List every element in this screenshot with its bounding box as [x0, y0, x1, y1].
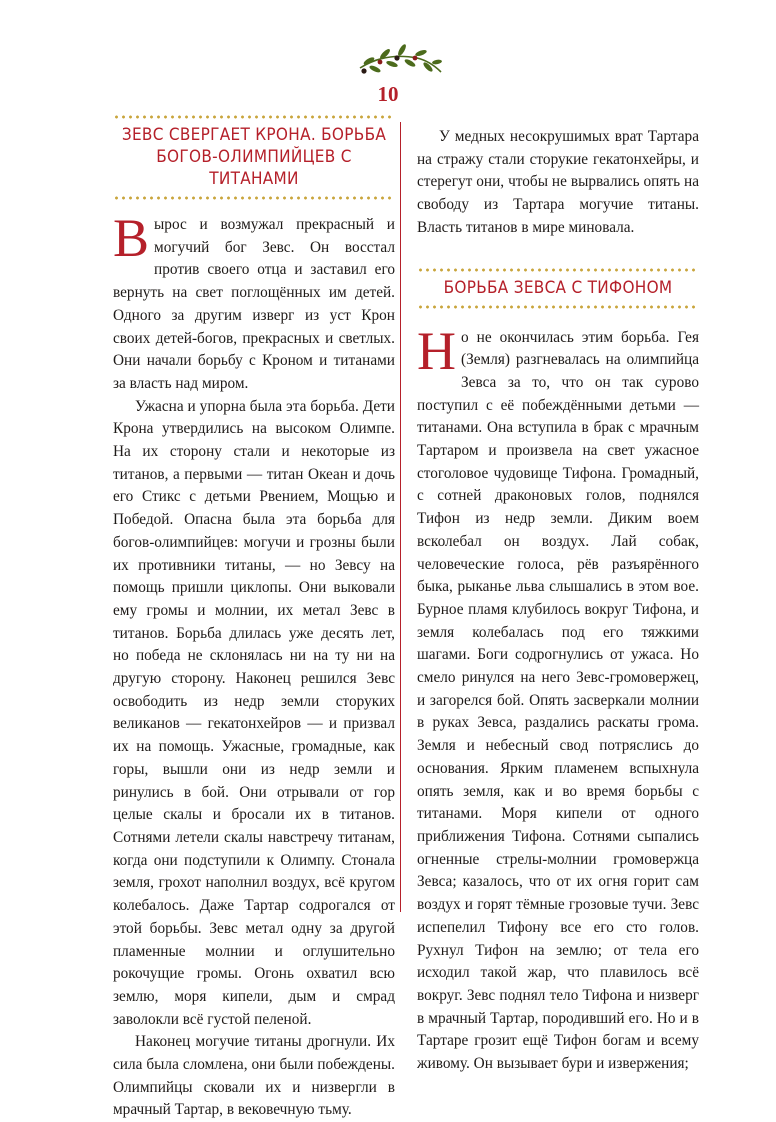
paragraph [417, 320, 699, 1076]
paragraph: У медных несокрушимых врат Тартара на стражу стали сторукие гекатонхейры, и стерегут они, чтобы не вырвались опять на свободу из Тартара могучие титаны. Власть титанов в мире миновала. [417, 128, 699, 236]
left-column [113, 115, 395, 1122]
section-heading-block [417, 268, 699, 309]
paragraph-text: ырос и возмужал прекрасный и могучий бог Зевс. Он восстал против своего отца и заставил его вернуть на свет поглощённых им детей. Одного за другим изверг из уст Крон своих детей-богов, прекрасных и светлых. Они начали борьбу с Кроном и титанами за власть над миром. [113, 216, 395, 392]
section-title [113, 119, 395, 196]
paragraph-text: о не окончилась этим борьба. Гея (Земля) разгневалась на олимпийца Зевса за то, что он так сурово поступил с её побеждёнными детьми — титанами. Она вступила в брак с мрачным Тартаром и произвела на свет ужасное стоголовое чудовище Тифона. Громадный, с сотней драконовых голов, поднялся Тифон из недр земли. Диким воем всколебал он воздух. Лай собак, человеческие голоса, рёв разъярённого быка, рыканье льва слышались в этом вое. Бурное пламя клубилось вокруг Тифона, и земля колебалась под его тяжкими шагами. Боги содрогнулись от ужаса. Но смело ринулся на него Зевс-громовержец, и загорелся бой. Опять засверкали молнии в руках Зевса, раздались раскаты грома. Земля и небесный свод потряслись до основания. Ярким пламенем вспыхнула опять земля, как и во время борьбы с титанами. Моря кипели от одного приближения Тифона. Сотнями сыпались огненные стрелы-молнии громовержца Зевса; казалось, что от их огня горит сам воздух и горят тёмные грозовые тучи. Зевс испепелил Тифону все его сто голов. Рухнул Тифон на землю; от тела его исходил такой жар, что плавилось всё вокруг. Зевс поднял тело Тифона и низверг в мрачный Тартар, породивший его. Но и в Тартаре грозит ещё Тифон богам и всему живому. Он вызывает бури и извержения; [417, 328, 699, 1073]
olive-branch-ornament [355, 38, 445, 88]
paragraph: Ужасна и упорна была эта борьба. Дети Крона утвердились на высоком Олимпе. На их сторону стали и некоторые из титанов, а первыми — титан Океан и дочь его Стикс с детьми Рвением, Мощью и Победой. Опасна была эта борьба для богов-олимпийцев: могучи и грозны были их противники титаны, — но Зевсу на помощь пришли циклопы. Они выковали ему громы и молнии, их метал Зевс в титанов. Борьба длилась уже десять лет, но победа не склонялась ни на ту ни на другую сторону. Наконец решился Зевс освободить из недр земли сторуких великанов — гекатонхейров — и призвал их на помощь. Ужасные, громадные, как горы, вышли они из недр земли и ринулись в бой. Они отрывали от гор целые скалы и бросали их в титанов. Сотнями летели скалы навстречу титанам, когда они подступили к Олимпу. Стонала земля, грохот наполнил воздух, всё кругом колебалось. Даже Тартар содрогался от этой борьбы. Зевс метал одну за другой пламенные молнии и оглушительно рокочущие громы. Огонь охватил всю землю, моря кипели, дым и смрад заволокли всё густой пеленой. [113, 397, 395, 1028]
dotted-rule [113, 196, 395, 200]
section-title [417, 272, 699, 305]
right-column [417, 126, 699, 1076]
column-divider [400, 122, 401, 912]
paragraph [113, 208, 395, 396]
drop-cap: В [113, 208, 150, 268]
paragraph: Наконец могучие титаны дрогнули. Их сила была сломлена, они были побеждены. Олимпийцы сковали их и низвергли в мрачный Тартар, в вековечную тьму. [113, 1033, 395, 1119]
drop-cap: Н [417, 320, 456, 381]
section-title-line: ЗЕВС СВЕРГАЕТ КРОНА. БОРЬБА [121, 125, 387, 145]
section-title-line: БОГОВ-ОЛИМПИЙЦЕВ С ТИТАНАМИ [156, 147, 352, 189]
dotted-rule [417, 305, 699, 309]
section-title-line: БОРЬБА ЗЕВСА С ТИФОНОМ [443, 277, 673, 298]
page-number: 10 [377, 82, 399, 106]
section-heading-block [113, 115, 395, 200]
leaf-icon [363, 43, 443, 74]
